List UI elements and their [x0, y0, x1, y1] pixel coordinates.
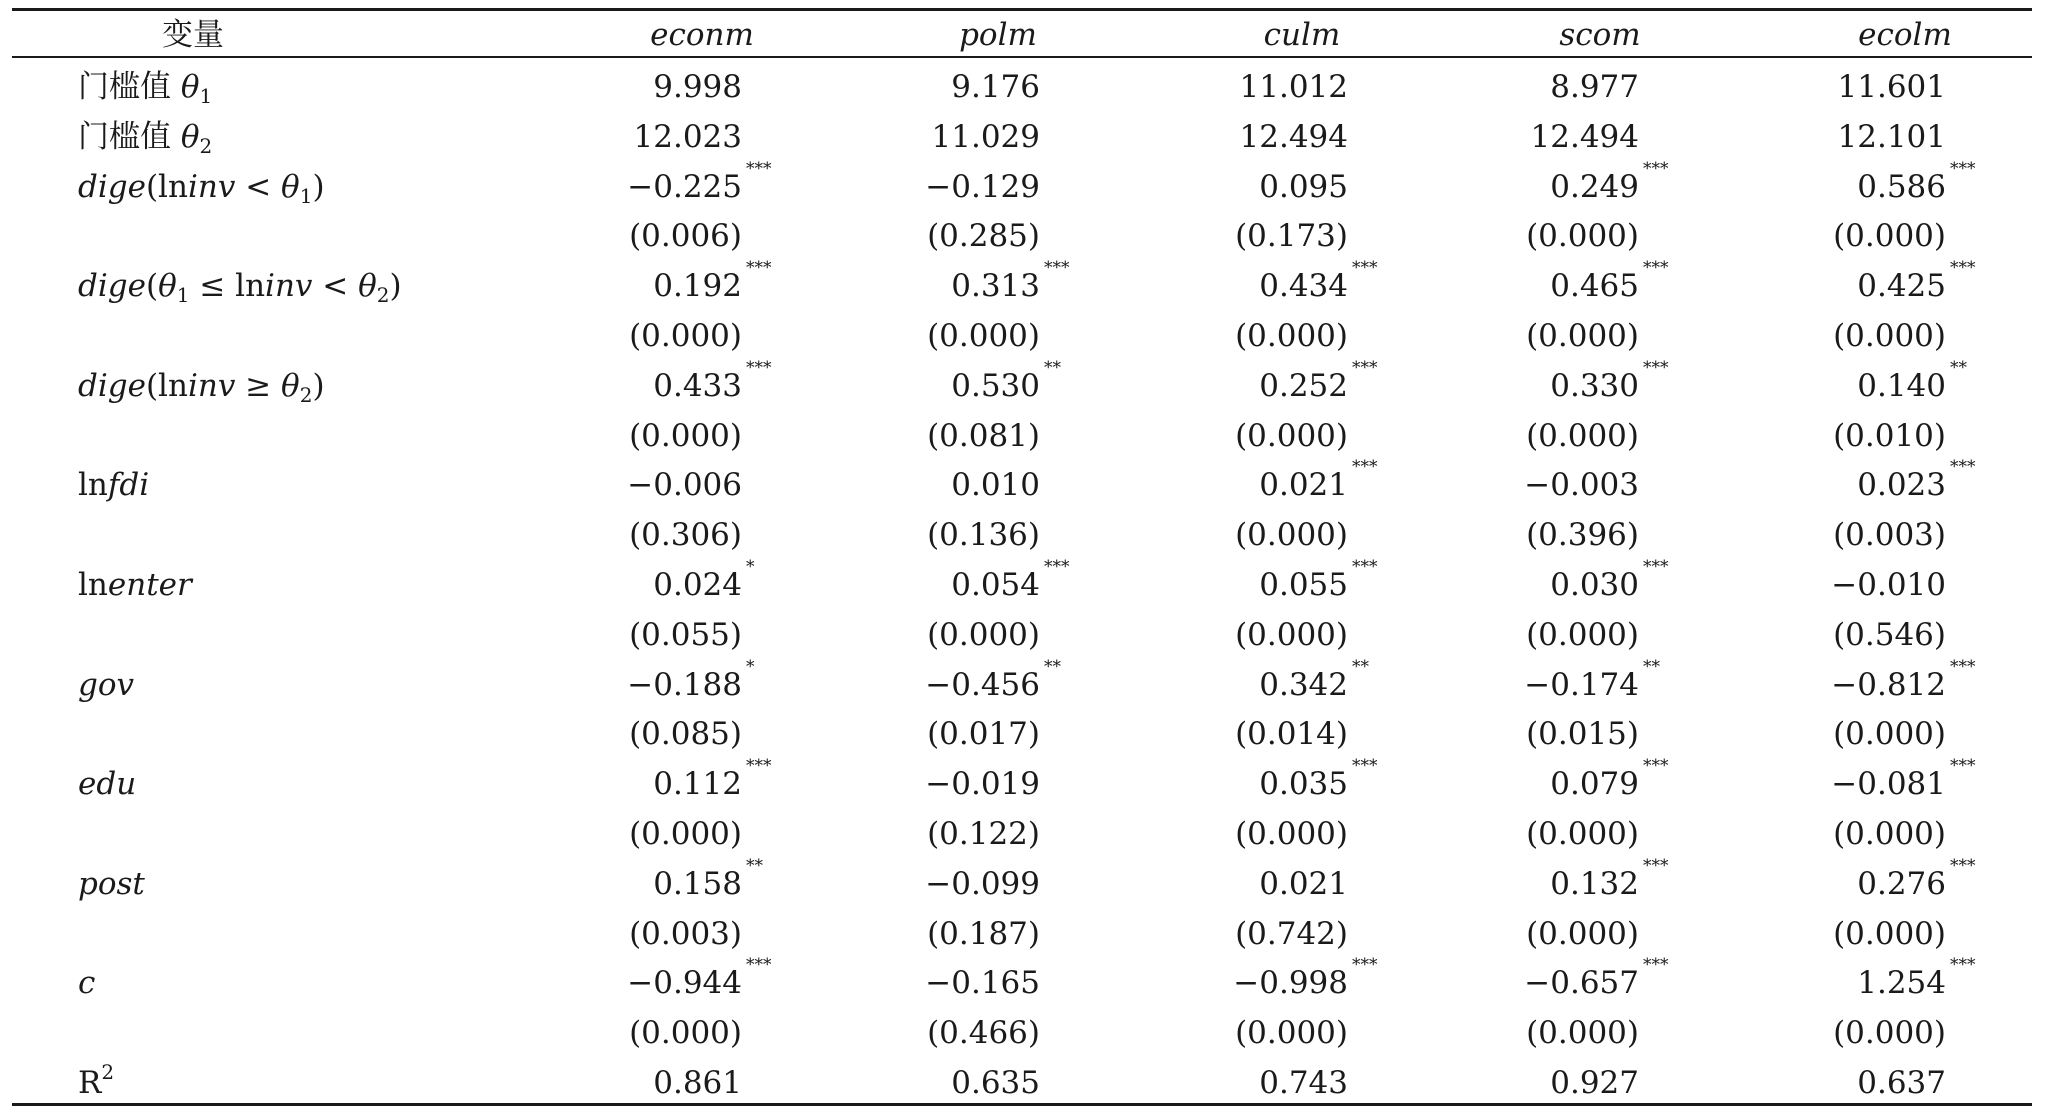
table-cell: [442, 656, 755, 710]
cell-value: 0.252: [1259, 367, 1348, 404]
table-cell: [442, 411, 742, 461]
cell-value: (0.000): [1526, 1015, 1639, 1052]
table-cell: [1646, 112, 1946, 162]
cell-value: (0.187): [927, 915, 1040, 952]
table-cell: [740, 112, 1040, 162]
cell-value: (0.396): [1526, 517, 1639, 554]
header-col-polm: polm: [959, 17, 1037, 53]
cell-value: (0.122): [927, 816, 1040, 852]
table-cell: [740, 460, 1040, 510]
table-cell: [1048, 112, 1348, 162]
table-row: [12, 955, 2032, 1008]
table-cell: [1646, 756, 1976, 809]
cell-value: (0.006): [629, 218, 742, 255]
table-cell: [442, 1008, 742, 1058]
row-label: $R^2$: [78, 1060, 115, 1101]
cell-value: 0.276: [1857, 865, 1946, 902]
cell-value: (0.003): [629, 915, 742, 952]
significance-stars: ***: [1352, 357, 1378, 378]
row-label: lnenter: [78, 567, 192, 603]
significance-stars: ***: [746, 258, 772, 279]
table-cell: [740, 709, 1040, 759]
table-cell: [740, 62, 1040, 112]
table-cell: [740, 958, 1040, 1008]
header-col-ecolm: ecolm: [1858, 17, 1952, 53]
table-cell: [1339, 311, 1639, 361]
cell-value: (0.017): [927, 716, 1040, 753]
cell-value: 0.030: [1550, 567, 1639, 603]
table-cell: [1339, 258, 1669, 311]
cell-value: −0.003: [1524, 467, 1639, 504]
cell-value: 0.861: [653, 1065, 742, 1101]
cell-value: (0.000): [1526, 218, 1639, 255]
table-cell: [1048, 62, 1348, 112]
significance-stars: **: [1352, 656, 1369, 677]
cell-value: −0.099: [925, 865, 1040, 902]
significance-stars: **: [1643, 656, 1660, 677]
cell-value: 0.743: [1259, 1065, 1348, 1101]
cell-value: (0.000): [1833, 816, 1946, 852]
table-cell: [1339, 211, 1639, 261]
table-cell: [1646, 62, 1946, 112]
row-label: dige(lninv < $\theta_1$): [78, 168, 325, 208]
table-cell: [1339, 909, 1639, 959]
table-row-pvalue: [12, 809, 2032, 859]
cell-value: −0.657: [1524, 965, 1639, 1002]
header-col-culm: culm: [1263, 17, 1341, 53]
cell-value: 0.140: [1857, 367, 1946, 404]
cell-value: (0.173): [1235, 218, 1348, 255]
cell-value: (0.014): [1235, 716, 1348, 753]
bottom-rule: [12, 1103, 2032, 1106]
table-cell: [442, 357, 772, 411]
significance-stars: ***: [1352, 955, 1378, 976]
table-cell: [1646, 311, 1946, 361]
significance-stars: ***: [1352, 457, 1378, 478]
table-cell: [740, 162, 1040, 212]
significance-stars: ***: [1950, 258, 1976, 279]
cell-value: −0.081: [1831, 766, 1946, 803]
cell-value: 0.021: [1259, 865, 1348, 902]
table-cell: [1646, 258, 1976, 311]
table-cell: [740, 759, 1040, 809]
cell-value: 0.465: [1550, 268, 1639, 305]
significance-stars: ***: [1352, 557, 1378, 577]
cell-value: (0.000): [629, 318, 742, 354]
significance-stars: ***: [1643, 357, 1669, 378]
cell-value: (0.085): [629, 716, 742, 753]
table-row-pvalue: [12, 909, 2032, 959]
table-cell: [1339, 158, 1669, 212]
cell-value: (0.285): [927, 218, 1040, 255]
cell-value: 0.023: [1857, 467, 1946, 504]
significance-stars: ***: [1950, 457, 1976, 478]
table-row: [12, 656, 2032, 710]
significance-stars: ***: [1352, 258, 1378, 279]
table-row-pvalue: [12, 1008, 2032, 1058]
significance-stars: *: [746, 656, 755, 677]
cell-value: 0.927: [1550, 1065, 1639, 1101]
table-row-pvalue: [12, 610, 2032, 660]
significance-stars: ***: [1044, 557, 1070, 577]
cell-value: 0.112: [653, 766, 742, 803]
table-row-pvalue: [12, 709, 2032, 759]
cell-value: 0.055: [1259, 567, 1348, 603]
table-cell: [1646, 610, 1946, 660]
cell-value: −0.006: [627, 467, 742, 504]
significance-stars: ***: [1950, 756, 1976, 777]
table-cell: [740, 1058, 1040, 1108]
cell-value: 0.095: [1259, 168, 1348, 205]
cell-value: (0.000): [1235, 517, 1348, 554]
row-label: gov: [78, 666, 135, 703]
cell-value: 0.132: [1550, 865, 1639, 902]
table-cell: [1339, 855, 1669, 909]
table-cell: [442, 62, 742, 112]
cell-value: (0.000): [1526, 816, 1639, 852]
table-cell: [740, 357, 1061, 411]
row-label: 门槛值 $\theta_1$: [78, 69, 213, 108]
table-cell: [1646, 357, 1967, 411]
cell-value: 0.054: [951, 567, 1040, 603]
header-rule: [12, 56, 2032, 58]
table-cell: [1339, 610, 1639, 660]
table-cell: [1339, 557, 1669, 610]
table-row: [12, 855, 2032, 909]
cell-value: 0.079: [1550, 766, 1639, 803]
table-cell: [1339, 62, 1639, 112]
table-cell: [1339, 510, 1639, 560]
cell-value: −0.174: [1524, 666, 1639, 703]
significance-stars: ***: [1950, 656, 1976, 677]
row-label: lnfdi: [78, 467, 150, 504]
table-cell: [740, 211, 1040, 261]
cell-value: (0.000): [629, 816, 742, 852]
table-cell: [1339, 809, 1639, 859]
table-header: [12, 10, 2032, 60]
table-cell: [442, 311, 742, 361]
significance-stars: ***: [1643, 855, 1669, 876]
table-cell: [442, 557, 755, 610]
significance-stars: ***: [1950, 855, 1976, 876]
cell-value: 9.176: [951, 69, 1040, 105]
table-cell: [1339, 460, 1639, 510]
table-cell: [1339, 656, 1660, 710]
table-cell: [1646, 211, 1946, 261]
cell-value: (0.000): [1833, 1015, 1946, 1052]
table-cell: [1048, 211, 1348, 261]
table-cell: [1646, 411, 1946, 461]
table-cell: [442, 709, 742, 759]
table-row: [12, 756, 2032, 809]
table-cell: [1048, 457, 1378, 510]
table-cell: [1339, 955, 1669, 1008]
table-row-pvalue: [12, 311, 2032, 361]
table-cell: [1048, 610, 1348, 660]
cell-value: 0.158: [653, 865, 742, 902]
cell-value: −0.456: [925, 666, 1040, 703]
cell-value: (0.000): [1235, 318, 1348, 354]
table-row: [12, 258, 2032, 311]
table-cell: [1048, 557, 1378, 610]
header-col-econm: econm: [650, 17, 754, 53]
table-cell: [1339, 411, 1639, 461]
cell-value: 0.249: [1550, 168, 1639, 205]
table-cell: [442, 158, 772, 212]
cell-value: 0.313: [951, 268, 1040, 305]
table-cell: [442, 460, 742, 510]
table-cell: [1048, 1058, 1348, 1108]
table-cell: [1048, 411, 1348, 461]
table-cell: [1048, 909, 1348, 959]
table-cell: [740, 311, 1040, 361]
cell-value: 0.433: [653, 367, 742, 404]
table-cell: [740, 557, 1070, 610]
table-cell: [1048, 258, 1378, 311]
cell-value: (0.000): [1833, 218, 1946, 255]
table-cell: [740, 1008, 1040, 1058]
significance-stars: **: [1044, 656, 1061, 677]
significance-stars: **: [746, 855, 763, 876]
cell-value: (0.000): [1526, 417, 1639, 454]
cell-value: (0.000): [1235, 1015, 1348, 1052]
cell-value: (0.081): [927, 417, 1040, 454]
cell-value: 0.330: [1550, 367, 1639, 404]
table-cell: [740, 510, 1040, 560]
table-cell: [1646, 709, 1946, 759]
row-label: $dige(\theta_1$ ≤ lninv < $\theta_2$): [78, 268, 402, 308]
cell-value: 12.494: [1239, 118, 1348, 155]
cell-value: (0.000): [1235, 417, 1348, 454]
table-cell: [1048, 1008, 1348, 1058]
table-cell: [442, 510, 742, 560]
table-cell: [442, 610, 742, 660]
table-cell: [740, 909, 1040, 959]
table-cell: [442, 855, 763, 909]
significance-stars: ***: [1643, 158, 1669, 179]
table-cell: [442, 112, 742, 162]
cell-value: (0.000): [927, 616, 1040, 653]
cell-value: 0.635: [951, 1065, 1040, 1101]
row-label: c: [78, 965, 96, 1002]
cell-value: 12.101: [1837, 118, 1946, 155]
cell-value: (0.000): [629, 417, 742, 454]
table-cell: [1339, 1058, 1639, 1108]
significance-stars: **: [1044, 357, 1061, 378]
table-cell: [1048, 357, 1378, 411]
table-cell: [1646, 955, 1976, 1008]
table-cell: [1646, 855, 1976, 909]
table-cell: [1339, 756, 1669, 809]
cell-value: (0.015): [1526, 716, 1639, 753]
cell-value: (0.742): [1235, 915, 1348, 952]
table-cell: [740, 411, 1040, 461]
significance-stars: ***: [1950, 955, 1976, 976]
row-label: dige(lninv ≥ $\theta_2$): [78, 367, 325, 407]
table-cell: [1646, 457, 1976, 510]
cell-value: 12.494: [1530, 118, 1639, 155]
table-row-pvalue: [12, 211, 2032, 261]
table-row: [12, 112, 2032, 162]
table-cell: [1048, 709, 1348, 759]
cell-value: 0.010: [951, 467, 1040, 504]
header-variable: 变量: [162, 17, 224, 53]
cell-value: −0.812: [1831, 666, 1946, 703]
table-cell: [1339, 112, 1639, 162]
significance-stars: ***: [746, 158, 772, 179]
cell-value: 0.530: [951, 367, 1040, 404]
table-cell: [442, 909, 742, 959]
table-cell: [1048, 859, 1348, 909]
cell-value: 0.586: [1857, 168, 1946, 205]
cell-value: 1.254: [1857, 965, 1946, 1002]
table-row: [12, 62, 2032, 112]
table-cell: [1646, 1008, 1946, 1058]
table-cell: [740, 656, 1061, 710]
cell-value: (0.000): [1526, 616, 1639, 653]
cell-value: (0.000): [1833, 716, 1946, 753]
table-cell: [442, 809, 742, 859]
table-row-pvalue: [12, 411, 2032, 461]
cell-value: 0.021: [1259, 467, 1348, 504]
significance-stars: ***: [746, 955, 772, 976]
row-label: post: [78, 865, 145, 902]
table-cell: [740, 859, 1040, 909]
table-cell: [442, 955, 772, 1008]
cell-value: (0.055): [629, 616, 742, 653]
table-cell: [1048, 809, 1348, 859]
table-row: [12, 557, 2032, 610]
table-cell: [1339, 357, 1669, 411]
significance-stars: ***: [1643, 557, 1669, 577]
table-cell: [1339, 1008, 1639, 1058]
cell-value: (0.136): [927, 517, 1040, 554]
table-cell: [1048, 656, 1369, 710]
significance-stars: ***: [1643, 955, 1669, 976]
cell-value: 11.029: [931, 118, 1040, 155]
cell-value: −0.129: [925, 168, 1040, 205]
cell-value: (0.000): [1235, 616, 1348, 653]
table-cell: [1048, 955, 1378, 1008]
cell-value: 11.601: [1837, 69, 1946, 105]
cell-value: (0.000): [1833, 915, 1946, 952]
cell-value: 0.434: [1259, 268, 1348, 305]
significance-stars: ***: [746, 756, 772, 777]
cell-value: 0.425: [1857, 268, 1946, 305]
cell-value: (0.000): [927, 318, 1040, 354]
table-cell: [1048, 311, 1348, 361]
table-cell: [1048, 162, 1348, 212]
cell-value: −0.165: [925, 965, 1040, 1002]
row-label: edu: [78, 766, 137, 803]
table-cell: [442, 211, 742, 261]
cell-value: 12.023: [633, 118, 742, 155]
table-cell: [1339, 709, 1639, 759]
table-row: [12, 357, 2032, 411]
significance-stars: **: [1950, 357, 1967, 378]
cell-value: (0.466): [927, 1015, 1040, 1052]
cell-value: −0.188: [627, 666, 742, 703]
cell-value: 0.035: [1259, 766, 1348, 803]
cell-value: 0.342: [1259, 666, 1348, 703]
table-cell: [1048, 756, 1378, 809]
significance-stars: ***: [1044, 258, 1070, 279]
table-cell: [740, 258, 1070, 311]
cell-value: (0.000): [629, 1015, 742, 1052]
cell-value: (0.000): [1526, 318, 1639, 354]
cell-value: (0.306): [629, 517, 742, 554]
table-cell: [442, 756, 772, 809]
cell-value: −0.944: [627, 965, 742, 1002]
cell-value: −0.225: [627, 168, 742, 205]
table-cell: [1646, 656, 1976, 710]
cell-value: (0.000): [1526, 915, 1639, 952]
significance-stars: ***: [1950, 158, 1976, 179]
table-cell: [740, 809, 1040, 859]
table-cell: [1646, 909, 1946, 959]
table-cell: [740, 610, 1040, 660]
table-row: [12, 457, 2032, 510]
cell-value: −0.998: [1233, 965, 1348, 1002]
table-cell: [442, 1058, 742, 1108]
cell-value: (0.010): [1833, 417, 1946, 454]
table-cell: [1048, 510, 1348, 560]
significance-stars: ***: [1643, 258, 1669, 279]
cell-value: 9.998: [653, 69, 742, 105]
cell-value: (0.003): [1833, 517, 1946, 554]
significance-stars: *: [746, 557, 755, 577]
header-col-scom: scom: [1559, 17, 1641, 53]
cell-value: −0.019: [925, 766, 1040, 803]
cell-value: −0.010: [1831, 567, 1946, 603]
table-cell: [1646, 158, 1976, 212]
significance-stars: ***: [746, 357, 772, 378]
cell-value: 8.977: [1550, 69, 1639, 105]
table-row: [12, 1058, 2032, 1108]
table-cell: [1646, 1058, 1946, 1108]
table-row: [12, 158, 2032, 212]
cell-value: 0.024: [653, 567, 742, 603]
cell-value: (0.546): [1833, 616, 1946, 653]
cell-value: 0.637: [1857, 1065, 1946, 1101]
table-cell: [1646, 809, 1946, 859]
cell-value: (0.000): [1235, 816, 1348, 852]
cell-value: 0.192: [653, 268, 742, 305]
cell-value: (0.000): [1833, 318, 1946, 354]
table-cell: [1646, 560, 1946, 610]
row-label: 门槛值 $\theta_2$: [78, 118, 213, 158]
cell-value: 11.012: [1239, 69, 1348, 105]
table-cell: [1646, 510, 1946, 560]
table-cell: [442, 258, 772, 311]
table-row-pvalue: [12, 510, 2032, 560]
significance-stars: ***: [1643, 756, 1669, 777]
significance-stars: ***: [1352, 756, 1378, 777]
